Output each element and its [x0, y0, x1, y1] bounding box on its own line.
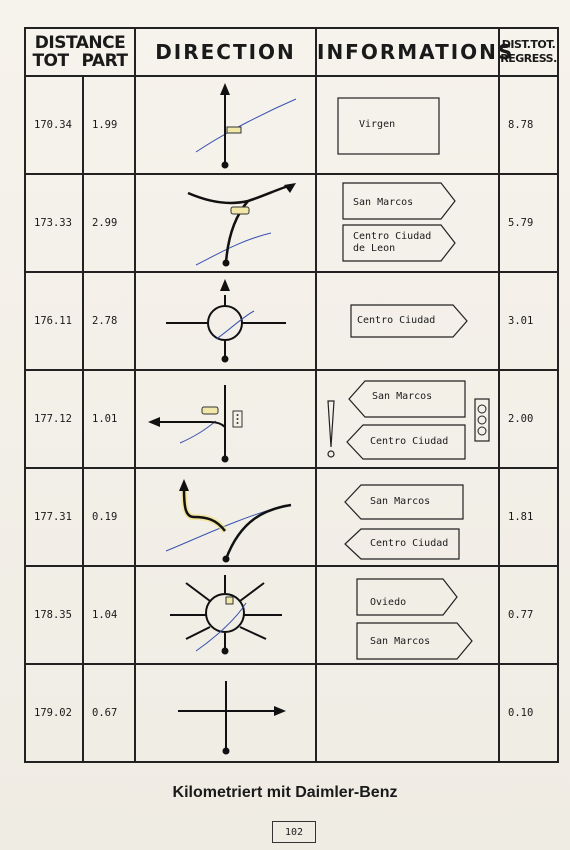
footer-caption: Kilometriert mit Daimler-Benz — [172, 784, 398, 801]
tot-cell: 177.31 — [25, 468, 83, 566]
part-cell: 1.04 — [83, 566, 135, 664]
tot-cell: 170.34 — [25, 76, 83, 174]
roundabout-diagram-icon — [136, 273, 317, 369]
roadbook-table — [24, 27, 559, 763]
sign-label: San Marcos — [372, 391, 433, 402]
sign-label: Virgen — [359, 119, 396, 130]
direction-cell — [135, 468, 316, 566]
multi-exit-roundabout-diagram-icon — [136, 567, 317, 663]
header-distance — [25, 28, 135, 76]
sign-label: San Marcos — [370, 496, 431, 507]
header-informations: INFORMATIONS — [316, 28, 499, 76]
direction-cell — [135, 664, 316, 762]
part-cell: 0.67 — [83, 664, 135, 762]
fork-left-diagram-icon — [136, 469, 317, 565]
direction-cell — [135, 76, 316, 174]
table-row — [25, 174, 558, 272]
information-cell — [316, 370, 499, 468]
header-regress — [499, 28, 558, 76]
sign-label: Centro Ciudad — [370, 538, 449, 549]
direction-cell — [135, 566, 316, 664]
direction-signs-icon — [317, 175, 500, 271]
part-cell: 2.78 — [83, 272, 135, 370]
direction-cell — [135, 370, 316, 468]
information-cell — [316, 76, 499, 174]
tot-cell: 178.35 — [25, 566, 83, 664]
regress-cell: 2.00 — [499, 370, 558, 468]
tot-cell: 176.11 — [25, 272, 83, 370]
table-row — [25, 272, 558, 370]
header-part: PART — [81, 51, 128, 71]
turn-left-diagram-icon — [136, 371, 317, 467]
tot-cell: 177.12 — [25, 370, 83, 468]
header-direction: DIRECTION — [135, 28, 316, 76]
crossroad-straight-diagram-icon — [136, 665, 317, 761]
regress-cell: 5.79 — [499, 174, 558, 272]
direction-signs-icon — [317, 567, 500, 663]
header-row — [25, 28, 558, 76]
direction-signs-icon — [317, 469, 500, 565]
part-cell: 2.99 — [83, 174, 135, 272]
table-row — [25, 566, 558, 664]
tot-cell: 179.02 — [25, 664, 83, 762]
part-cell: 0.19 — [83, 468, 135, 566]
regress-cell: 3.01 — [499, 272, 558, 370]
information-cell — [316, 468, 499, 566]
regress-cell: 8.78 — [499, 76, 558, 174]
regress-cell: 0.10 — [499, 664, 558, 762]
table-row — [25, 468, 558, 566]
information-cell — [316, 272, 499, 370]
warning-and-signs-icon — [317, 371, 500, 467]
table-row — [25, 76, 558, 174]
sign-label: de Leon — [353, 243, 396, 254]
page-number: 102 — [272, 821, 316, 843]
sign-label: San Marcos — [353, 197, 414, 208]
direction-cell — [135, 272, 316, 370]
sign-board-icon — [317, 77, 500, 173]
sign-label: Centro Ciudad — [353, 231, 432, 242]
information-cell — [316, 566, 499, 664]
sign-label: Centro Ciudad — [357, 315, 436, 326]
regress-cell: 0.77 — [499, 566, 558, 664]
header-regress-line2: REGRESS. — [500, 52, 557, 65]
information-cell — [316, 664, 499, 762]
header-tot: TOT — [32, 51, 69, 71]
header-regress-line1: DIST.TOT. — [501, 38, 556, 51]
fork-right-diagram-icon — [136, 175, 317, 271]
straight-ahead-diagram-icon — [136, 77, 317, 173]
sign-label: Oviedo — [370, 597, 407, 608]
regress-cell: 1.81 — [499, 468, 558, 566]
sign-label: Centro Ciudad — [370, 436, 449, 447]
table-row — [25, 370, 558, 468]
sign-label: San Marcos — [370, 636, 431, 647]
information-cell — [316, 174, 499, 272]
part-cell: 1.99 — [83, 76, 135, 174]
table-row — [25, 664, 558, 762]
part-cell: 1.01 — [83, 370, 135, 468]
header-distance-label: DISTANCE — [34, 33, 126, 53]
direction-cell — [135, 174, 316, 272]
tot-cell: 173.33 — [25, 174, 83, 272]
